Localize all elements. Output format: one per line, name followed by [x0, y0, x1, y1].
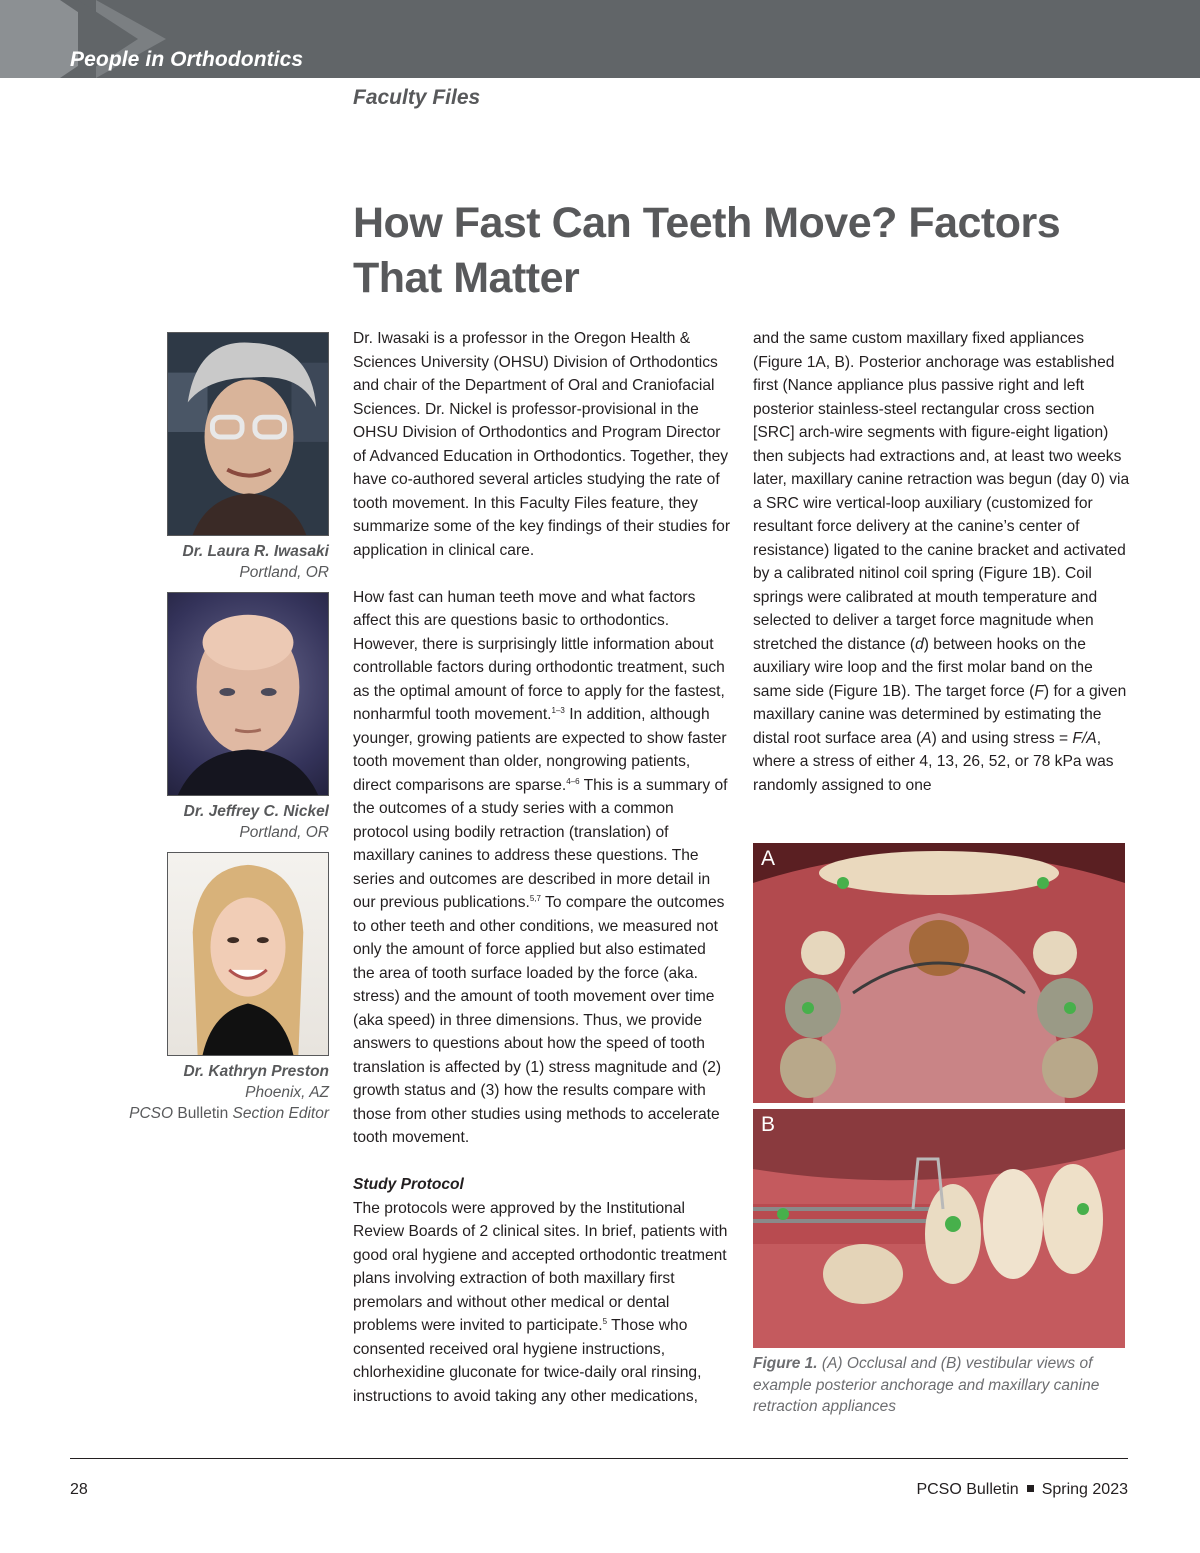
author-role-title: Section Editor	[232, 1105, 329, 1122]
body-column-left	[353, 327, 731, 1408]
author-caption	[60, 1061, 329, 1124]
author-role-bulletin: Bulletin	[173, 1105, 233, 1122]
article-title-line: How Fast Can Teeth Move? Factors	[353, 199, 1061, 247]
figure-caption	[753, 1353, 1125, 1418]
footer-rule	[70, 1458, 1128, 1459]
section-title: Faculty Files	[353, 86, 481, 109]
article-title	[353, 196, 1113, 306]
body-paragraph: and the same custom maxillary fixed appliances (Figure 1A, B). Posterior anchorage was established first (Nance appliance plus passive right and left posterior stainless-steel rectangular cross section [SRC] arch-wire segments with figure-eight ligation) then subjects had extractions and, at least two weeks later, maxillary canine retraction was begun (day 0) via a SRC wire vertical-loop auxiliary (customized for resultant force delivery at the canine’s center of resistance) ligated to the canine bracket and activated by a calibrated nitinol coil spring (Figure 1B). Coil springs were calibrated at mouth temperature and selected to deliver a target force magnitude when stretched the distance (d) between hooks on the auxiliary wire loop and the first molar band on the same side (Figure 1B). The target force (F) for a given maxillary canine was determined by estimating the distal root surface area (A) and using stress = F/A, where a stress of either 4, 13, 26, 52, or 78 kPa was randomly assigned to one	[753, 330, 1130, 794]
author-photo-iwasaki	[167, 332, 329, 536]
section-banner	[0, 0, 1200, 78]
page-number: 28	[70, 1481, 88, 1498]
author-name: Dr. Laura R. Iwasaki	[182, 543, 329, 560]
subheading: Study Protocol	[353, 1176, 464, 1193]
author-role	[60, 1103, 329, 1124]
figure-1b-vestibular-photo	[753, 1109, 1125, 1348]
citation: 5	[602, 1317, 608, 1326]
author-caption	[60, 541, 329, 583]
author-location: Phoenix, AZ	[245, 1084, 329, 1101]
citation: 1–3	[551, 706, 565, 715]
figure-panel-label: A	[761, 847, 776, 870]
publication-name: PCSO Bulletin	[916, 1481, 1019, 1498]
body-paragraph: How fast can human teeth move and what factors affect this are questions basic to orthodontics. However, there is surprisingly little information about controllable factors during orthodontic treatment, such as the optimal amount of force to apply for the fastest, nonharmful tooth movement.$^{1-3}$ In addition, although younger, growing patients are expected to show faster tooth movement than older, nongrowing patients, direct comparisons are sparse.$^{4-6}$ This is a summary of the outcomes of a study series with a common protocol using bodily retraction (translation) of maxillary canines to address these questions. The series and outcomes are described in more detail in our previous publications.$^{5,7}$ To compare the outcomes to other teeth and other conditions, we measured not only the amount of force applied but also estimated the area of tooth surface loaded by the force (aka. stress) and the amount of tooth movement over time (aka speed) in three dimensions. Thus, we provide answers to questions about how the speed of tooth translation is affected by (1) stress magnitude and (2) growth status and (3) how the results compare with those from other studies using methods to accelerate tooth movement.	[353, 588, 728, 1146]
separator-square-icon	[1027, 1485, 1034, 1492]
footer-publication	[916, 1481, 1128, 1499]
figure-caption-text: (A) Occlusal and (B) vestibular views of example posterior anchorage and maxillary canine retraction appliances	[753, 1355, 1100, 1415]
figure-panel-label: B	[761, 1113, 776, 1136]
body-column-right	[753, 327, 1131, 797]
article-title-line: That Matter	[353, 254, 580, 302]
banner-chevron-decoration	[0, 0, 60, 78]
issue-date: Spring 2023	[1041, 1481, 1128, 1498]
intro-paragraph: Dr. Iwasaki is a professor in the Oregon Health & Sciences University (OHSU) Division of Orthodontics and chair of the Department of Oral and Craniofacial Sciences. Dr. Nickel is professor-provisional in the OHSU Division of Orthodontics and Program Director of Advanced Education in Orthodontics. Together, they have co-authored several articles studying the rate of tooth movement. In this Faculty Files feature, they summarize some of the key findings of their studies for application in clinical care.	[353, 330, 731, 559]
author-photo-preston	[167, 852, 329, 1056]
author-photo-nickel	[167, 592, 329, 796]
author-name: Dr. Kathryn Preston	[183, 1063, 329, 1080]
author-name: Dr. Jeffrey C. Nickel	[183, 803, 329, 820]
citation: 4–6	[566, 776, 580, 786]
figure-1a-occlusal-photo	[753, 843, 1125, 1103]
banner-label: People in Orthodontics	[70, 48, 304, 71]
author-role-publication: PCSO	[129, 1105, 174, 1122]
author-location: Portland, OR	[239, 824, 329, 841]
figure-caption-label: Figure 1.	[753, 1355, 818, 1372]
author-caption	[60, 801, 329, 843]
citation: 5,7	[529, 894, 541, 903]
author-location: Portland, OR	[239, 564, 329, 581]
body-paragraph: The protocols were approved by the Institutional Review Boards of 2 clinical sites. In brief, patients with good oral hygiene and accepted orthodontic treatment plans involving extraction of both maxillary first premolars and without other medical or dental problems were invited to participate.$^5$ Those who consented received oral hygiene instructions, chlorhexidine gluconate for twice-daily oral rinsing, instructions to avoid taking any other medications,	[353, 1199, 728, 1405]
